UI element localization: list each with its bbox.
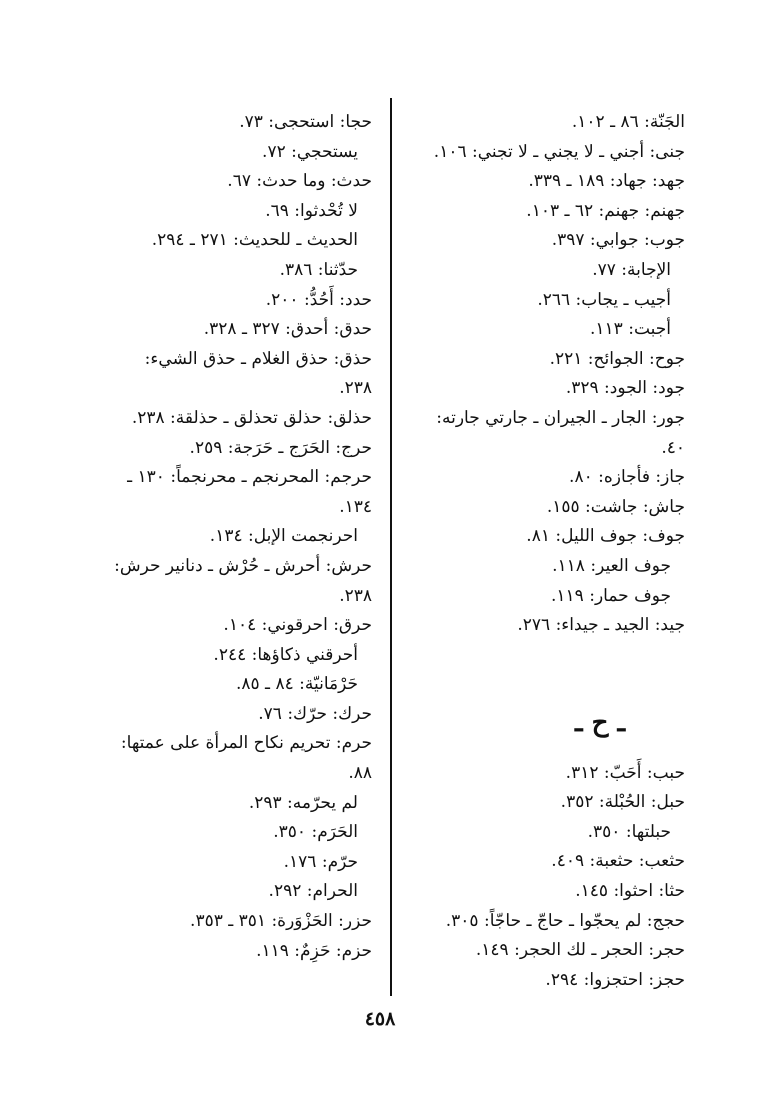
index-entry: لا تُحْدثوا: ٦٩. <box>265 200 358 221</box>
page-number: ٤٥٨ <box>364 1008 396 1030</box>
right-entries-after <box>395 759 685 996</box>
index-entry: ٨٨. <box>348 763 372 784</box>
index-entry: لم يحرّمه: ٢٩٣. <box>248 792 358 813</box>
index-entry: حرك: حرّك: ٧٦. <box>258 703 372 724</box>
index-entry: يستحجي: ٧٢. <box>262 141 358 162</box>
index-entry: احرنجمت الإبل: ١٣٤. <box>209 526 358 547</box>
index-entry: حبل: الحُبْلة: ٣٥٢. <box>560 792 685 813</box>
index-entry: جيد: الجيد ـ جيداء: ٢٧٦. <box>517 615 685 636</box>
index-entry: جهد: جهاد: ١٨٩ ـ ٣٣٩. <box>528 171 685 192</box>
index-entry: حثعب: حثعبة: ٤٠٩. <box>551 851 685 872</box>
index-entry: حرش: أحرش ـ حُرْش ـ دنانير حرش: <box>114 555 372 576</box>
index-entry: جنى: أجني ـ لا يجني ـ لا تجني: ١٠٦. <box>433 141 685 162</box>
index-entry: حذق: حذق الغلام ـ حذق الشيء: <box>144 348 372 369</box>
index-entry: جوح: الجوائح: ٢٢١. <box>549 348 685 369</box>
index-entry: حزر: الحَزْوَرة: ٣٥١ ـ ٣٥٣. <box>190 911 372 932</box>
index-entry: ٢٣٨. <box>339 585 372 606</box>
index-entry: جوف: جوف الليل: ٨١. <box>526 526 685 547</box>
index-entry: حدد: أَحُدُّ: ٢٠٠. <box>265 289 372 310</box>
index-entry: حرج: الحَرَج ـ حَرَجة: ٢٥٩. <box>189 437 372 458</box>
column-divider <box>390 98 392 996</box>
index-entry: ٢٣٨. <box>339 378 372 399</box>
index-entry: حجر: الحجر ـ لك الحجر: ١٤٩. <box>475 940 685 961</box>
index-entry: ٤٠. <box>661 437 685 458</box>
section-gap <box>395 745 685 759</box>
index-entry: حجج: لم يحجّوا ـ حاجّ ـ حاجّاً: ٣٠٥. <box>445 910 685 931</box>
index-entry: جود: الجود: ٣٢٩. <box>565 378 685 399</box>
index-entry: جاز: فأجازه: ٨٠. <box>569 467 685 488</box>
left-column <box>90 108 372 966</box>
index-entry: حزم: حَزِمٌ: ١١٩. <box>256 940 372 961</box>
index-entry: حرق: احرقوني: ١٠٤. <box>223 615 372 636</box>
index-entry: جور: الجار ـ الجيران ـ جارتي جارته: <box>436 407 685 428</box>
index-entry: الحَرَم: ٣٥٠. <box>273 822 358 843</box>
index-entry: الجَنّة: ٨٦ ـ ١٠٢. <box>571 112 685 132</box>
index-entry: أحرقني ذكاؤها: ٢٤٤. <box>213 644 358 665</box>
right-entries <box>395 108 685 641</box>
index-entry: حدث: وما حدث: ٦٧. <box>227 171 372 192</box>
index-entry: حرم: تحريم نكاح المرأة على عمتها: <box>120 733 372 754</box>
index-entry: جوف حمار: ١١٩. <box>551 585 671 606</box>
index-entry: الحرام: ٢٩٢. <box>268 881 358 902</box>
index-entry: حدّثنا: ٣٨٦. <box>279 259 358 280</box>
index-entry: حدق: أحدق: ٣٢٧ ـ ٣٢٨. <box>203 319 372 340</box>
index-entry: أجيب ـ يجاب: ٢٦٦. <box>537 289 671 310</box>
index-entry: حذلق: حذلق تحذلق ـ حذلقة: ٢٣٨. <box>131 407 372 428</box>
index-entry: حثا: احثوا: ١٤٥. <box>575 881 685 902</box>
index-entry: أجبت: ١١٣. <box>590 319 671 340</box>
index-entry: حبلتها: ٣٥٠. <box>587 821 671 842</box>
index-entry: حجز: احتجزوا: ٢٩٤. <box>545 969 685 990</box>
section-letter: ـ ح ـ <box>574 707 626 738</box>
index-entry: حرّم: ١٧٦. <box>283 851 358 872</box>
index-entry: جوف العير: ١١٨. <box>552 555 671 576</box>
left-entries <box>90 108 372 966</box>
section-gap <box>395 641 685 701</box>
index-entry: جهنم: جهنم: ٦٢ ـ ١٠٣. <box>526 200 685 221</box>
index-entry: ١٣٤. <box>339 496 372 517</box>
right-column <box>395 108 685 995</box>
index-entry: جوب: جوابي: ٣٩٧. <box>551 230 685 251</box>
index-entry: حرجم: المحرنجم ـ محرنجماً: ١٣٠ ـ <box>127 467 372 488</box>
index-entry: الحديث ـ للحديث: ٢٧١ ـ ٢٩٤. <box>151 230 358 251</box>
index-entry: حَرْمَانيّة: ٨٤ ـ ٨٥. <box>235 674 358 695</box>
index-entry: الإجابة: ٧٧. <box>592 259 671 280</box>
index-entry: حبب: أَحَبّ: ٣١٢. <box>565 762 685 783</box>
index-entry: جاش: جاشت: ١٥٥. <box>546 496 685 517</box>
index-entry: حجا: استحجى: ٧٣. <box>239 112 372 132</box>
